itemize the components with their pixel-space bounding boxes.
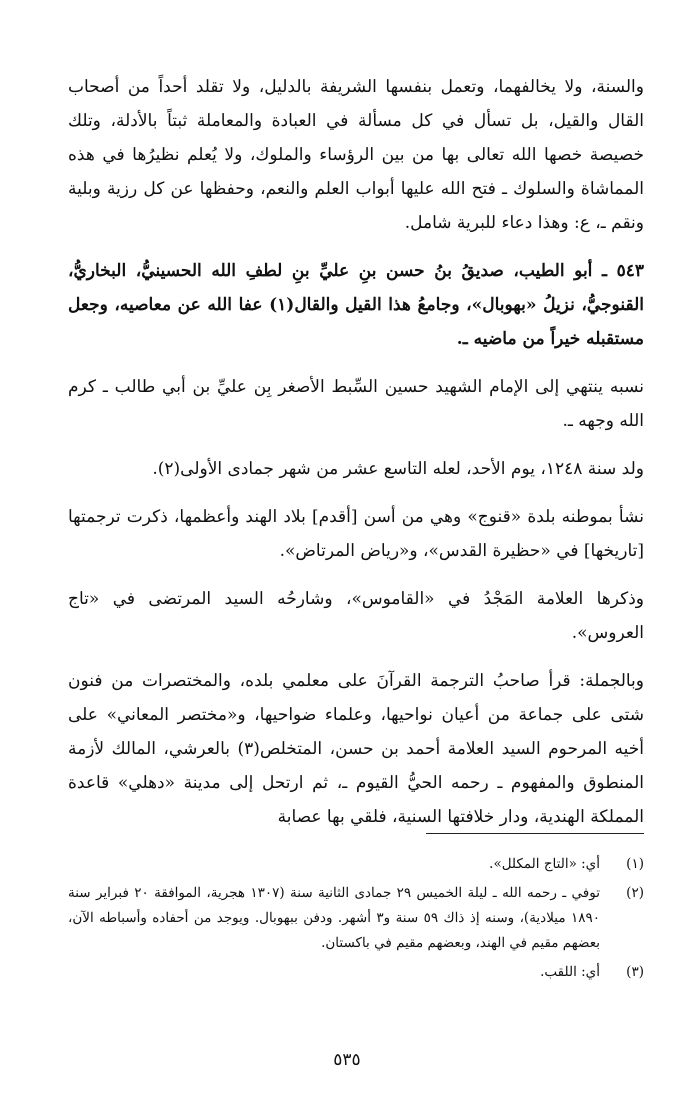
paragraph-continuation: والسنة، ولا يخالفهما، وتعمل بنفسها الشريفة بالدليل، ولا تقلد أحداً من أصحاب القال والقيل، بل تسأل في كل مسألة في العبادة والمعاملة ثبتاً بالأدلة، وتلك خصيصة خصها الله تعالى بها من بين الرؤساء والملوك، ولا يُعلم نظيرُها في هذه المماشاة والسلوك ـ فتح الله عليها أبواب العلم والنعم، وحفظها عن كل رزية وبلية ونقم ـ، ع: وهذا دعاء للبرية شامل.: [68, 77, 644, 233]
entry-heading: ٥٤٣ ـ أبو الطيب، صديقُ بنُ حسن بنِ عليِّ بنِ لطفِ الله الحسينيُّ، البخاريُّ، القنوجيُّ، نزيلُ «بهوبال»، وجامعُ هذا القيل والقال(١): [68, 261, 644, 315]
paragraph-mention: وذكرها العلامة المَجْدُ في «القاموس»، وشارحُه السيد المرتضى في «تاج العروس».: [68, 589, 644, 643]
footnote-number: (٢): [626, 885, 644, 901]
footnotes: [68, 833, 644, 989]
page-number: ٥٣٥: [333, 1050, 361, 1070]
paragraph-studies: وبالجملة: قرأ صاحبُ الترجمة القرآنَ على معلمي بلده، والمختصرات من فنون شتى على جماعة من أعيان نواحيها، وعلماء ضواحيها، و«مختصر المعاني» على أخيه المرحوم السيد العلامة أحمد بن حسن، المتخلص(٣) بالعرشي، المالك لأزمة المنطوق والمفهوم ـ رحمه الحيُّ القيوم ـ، ثم ارتحل إلى مدينة «دهلي» قاعدة المملكة الهندية، ودار خلافتها السنية، فلقي بها عصابة: [68, 671, 644, 827]
footnote: [68, 960, 644, 985]
footnote-number: (٣): [626, 964, 644, 980]
footnote-number: (١): [626, 856, 644, 872]
footnote-text: توفي ـ رحمه الله ـ ليلة الخميس ٢٩ جمادى الثانية سنة (١٣٠٧ هجرية، الموافقة ٢٠ فبراير سنة ١٨٩٠ ميلادية)، وسنه إذ ذاك ٥٩ سنة و٣ أشهر. ودفن ببهوبال. ويوجد من أحفاده وأسباطه الآن، بعضهم مقيم في الهند، وبعضهم مقيم في باكستان.: [68, 885, 600, 951]
biography-entry: [68, 254, 644, 356]
footnote-text: أي: «التاج المكلل».: [489, 856, 600, 872]
paragraph-upbringing: نشأ بموطنه بلدة «قنوج» وهي من أسن [أقدم] بلاد الهند وأعظمها، ذكرت ترجمتها [تاريخها] في «حظيرة القدس»، و«رياض المرتاض».: [68, 507, 644, 561]
footnote-divider: [426, 833, 644, 834]
main-text: [68, 70, 644, 848]
paragraph-birth: ولد سنة ١٢٤٨، يوم الأحد، لعله التاسع عشر من شهر جمادى الأولى(٢).: [152, 459, 644, 479]
footnote-text: أي: اللقب.: [540, 964, 600, 980]
paragraph-lineage: نسبه ينتهي إلى الإمام الشهيد حسين السِّبط الأصغر بِن عليِّ بن أبي طالب ـ كرم الله وجهه ـ.: [68, 377, 644, 431]
entry-heading-rest: عفا الله عن معاصيه، وجعل مستقبله خيراً من ماضيه ـ.: [68, 295, 644, 349]
footnote: [68, 881, 644, 956]
footnote: [68, 852, 644, 877]
